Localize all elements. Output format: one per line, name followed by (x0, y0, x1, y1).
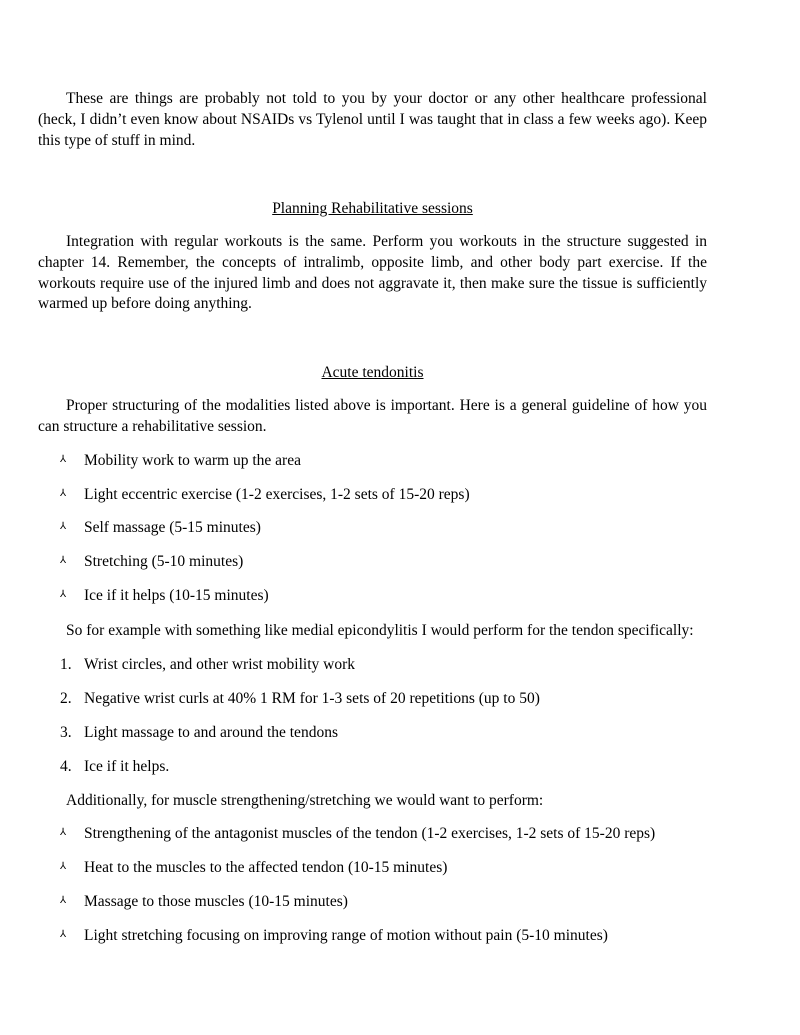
bullet-icon: ⅄ (60, 861, 67, 872)
list-item-text: Strengthening of the antagonist muscles of the tendon (1-2 exercises, 1-2 sets of 15-20 reps) (84, 825, 656, 842)
list-item-text: Ice if it helps. (84, 758, 170, 775)
numbered-list-item (60, 689, 540, 709)
list-item (60, 892, 348, 912)
list-item (60, 451, 301, 471)
bullet-icon: ⅄ (60, 555, 67, 566)
bullet-icon: ⅄ (60, 895, 67, 906)
example-intro-text: So for example with something like medial epicondylitis I would perform for the tendon specifically: (66, 622, 694, 639)
list-item-text: Self massage (5-15 minutes) (84, 519, 261, 536)
list-item-text: Ice if it helps (10-15 minutes) (84, 587, 269, 604)
bullet-icon: ⅄ (60, 929, 67, 940)
list-item (60, 926, 608, 946)
list-item (60, 485, 470, 505)
list-item-text: Light stretching focusing on improving range of motion without pain (5-10 minutes) (84, 927, 608, 944)
integration-paragraph: Integration with regular workouts is the same. Perform you workouts in the structure suggested in chapter 14. Remember, the concepts of intralimb, opposite limb, and other body part exercise. If the workouts require use of the injured limb and does not aggravate it, then make sure the tissue is sufficiently warmed up before doing anything. (38, 233, 707, 313)
list-item-text: Wrist circles, and other wrist mobility work (84, 656, 356, 673)
numbered-list-item (60, 757, 169, 777)
list-item-text: Light massage to and around the tendons (84, 724, 338, 741)
list-number: 4. (60, 758, 72, 775)
list-number: 3. (60, 724, 72, 741)
list-item-text: Stretching (5-10 minutes) (84, 553, 244, 570)
numbered-list-item (60, 723, 338, 743)
list-item-text: Negative wrist curls at 40% 1 RM for 1-3 sets of 20 repetitions (up to 50) (84, 690, 540, 707)
intro-paragraph: These are things are probably not told to you by your doctor or any other healthcare professional (heck, I didn’t even know about NSAIDs vs Tylenol until I was taught that in class a few weeks ago). Keep this type of stuff in mind. (38, 90, 707, 149)
list-item (60, 824, 655, 844)
list-item-text: Massage to those muscles (10-15 minutes) (84, 893, 348, 910)
list-number: 2. (60, 690, 72, 707)
list-number: 1. (60, 656, 72, 673)
list-item-text: Light eccentric exercise (1-2 exercises, 1-2 sets of 15-20 reps) (84, 486, 470, 503)
heading-planning-rehabilitative-sessions: Planning Rehabilitative sessions (272, 200, 473, 217)
list-item (60, 518, 261, 538)
bullet-icon: ⅄ (60, 488, 67, 499)
list-item (60, 552, 243, 572)
numbered-list-item (60, 655, 355, 675)
bullet-icon: ⅄ (60, 454, 67, 465)
bullet-icon: ⅄ (60, 827, 67, 838)
heading-acute-tendonitis: Acute tendonitis (321, 364, 424, 381)
list-item-text: Heat to the muscles to the affected tendon (10-15 minutes) (84, 859, 448, 876)
list-item-text: Mobility work to warm up the area (84, 452, 301, 469)
list-item (60, 586, 269, 606)
bullet-icon: ⅄ (60, 521, 67, 532)
additional-intro-text: Additionally, for muscle strengthening/stretching we would want to perform: (66, 792, 544, 809)
structuring-paragraph: Proper structuring of the modalities listed above is important. Here is a general guideline of how you can structure a rehabilitative session. (38, 397, 707, 435)
list-item (60, 858, 447, 878)
bullet-icon: ⅄ (60, 589, 67, 600)
